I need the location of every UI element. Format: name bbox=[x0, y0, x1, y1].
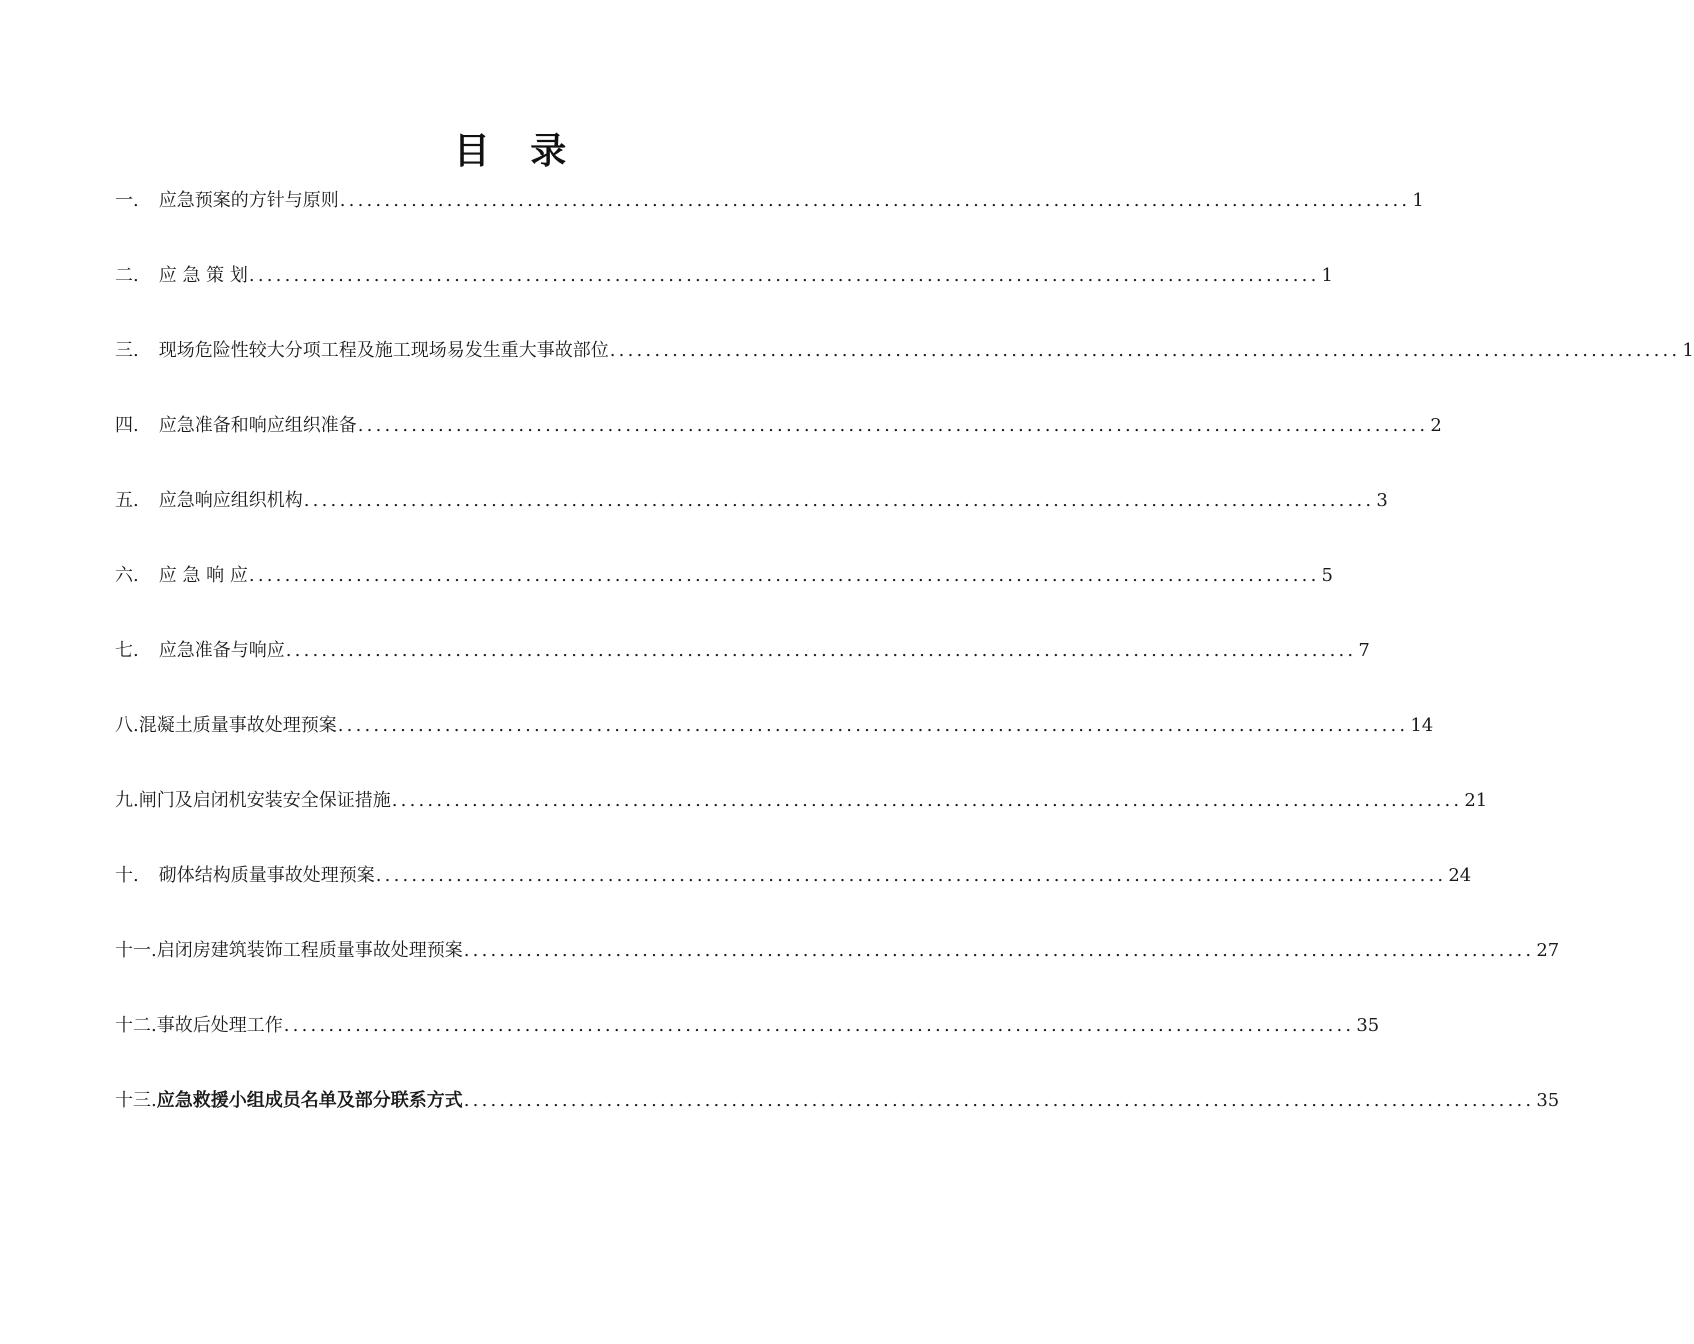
toc-entry-page: 24 bbox=[1448, 865, 1472, 886]
toc-entry bbox=[115, 1080, 1560, 1155]
toc-entry bbox=[115, 180, 1424, 255]
dot-leader: ........................................................................................................................ bbox=[339, 190, 1411, 211]
dot-leader: ........................................................................................................................ bbox=[283, 1015, 1355, 1036]
dot-leader: ........................................................................................................................ bbox=[337, 715, 1409, 736]
toc-entry-label: 应急预案的方针与原则 bbox=[158, 190, 339, 211]
toc-entry-page: 35 bbox=[1536, 1090, 1560, 1111]
dot-leader: ........................................................................................................................ bbox=[303, 490, 1375, 511]
toc-entry bbox=[115, 630, 1370, 705]
dot-leader: ........................................................................................................................ bbox=[463, 940, 1535, 961]
toc-entry-number: 十三. bbox=[115, 1090, 157, 1111]
toc-entry bbox=[115, 555, 1333, 630]
toc-entry-page: 21 bbox=[1464, 790, 1488, 811]
toc-entry-page: 27 bbox=[1536, 940, 1560, 961]
toc-entry bbox=[115, 705, 1434, 780]
toc-entry-label: 应 急 策 划 bbox=[158, 265, 248, 286]
dot-leader: ........................................................................................................................ bbox=[375, 865, 1447, 886]
toc-entry bbox=[115, 780, 1488, 855]
toc-entry-label: 闸门及启闭机安装安全保证措施 bbox=[138, 790, 391, 811]
toc-entry-page: 2 bbox=[1430, 415, 1442, 436]
toc-list bbox=[115, 180, 1694, 1155]
toc-entry-page: 3 bbox=[1376, 490, 1388, 511]
toc-entry-number: 一. bbox=[115, 190, 139, 211]
toc-entry bbox=[115, 255, 1333, 330]
dot-leader: ........................................................................................................................ bbox=[357, 415, 1429, 436]
toc-entry-label: 启闭房建筑装饰工程质量事故处理预案 bbox=[156, 940, 463, 961]
toc-entry bbox=[115, 930, 1560, 1005]
toc-entry-number: 二. bbox=[115, 265, 139, 286]
dot-leader: ........................................................................................................................ bbox=[463, 1090, 1535, 1111]
toc-entry-label: 应急准备与响应 bbox=[158, 640, 285, 661]
toc-entry-label: 应急准备和响应组织准备 bbox=[158, 415, 357, 436]
toc-entry-label: 应急救援小组成员名单及部分联系方式 bbox=[156, 1090, 463, 1111]
dot-leader: ........................................................................................................................ bbox=[248, 565, 1320, 586]
toc-entry bbox=[115, 330, 1694, 405]
dot-leader: ........................................................................................................................ bbox=[248, 265, 1320, 286]
toc-entry-number: 九. bbox=[115, 790, 139, 811]
toc-entry-number: 三. bbox=[115, 340, 139, 361]
toc-entry-number: 六. bbox=[115, 565, 139, 586]
toc-entry-label: 混凝土质量事故处理预案 bbox=[138, 715, 337, 736]
toc-entry-label: 应 急 响 应 bbox=[158, 565, 248, 586]
toc-entry-page: 1 bbox=[1321, 265, 1333, 286]
toc-entry-label: 现场危险性较大分项工程及施工现场易发生重大事故部位 bbox=[158, 340, 609, 361]
toc-entry-page: 7 bbox=[1358, 640, 1370, 661]
toc-entry-page: 35 bbox=[1356, 1015, 1380, 1036]
toc-entry-number: 七. bbox=[115, 640, 139, 661]
dot-leader: ........................................................................................................................ bbox=[609, 340, 1681, 361]
toc-entry-number: 五. bbox=[115, 490, 139, 511]
toc-entry-label: 应急响应组织机构 bbox=[158, 490, 303, 511]
toc-entry-number: 八. bbox=[115, 715, 139, 736]
toc-entry-page: 14 bbox=[1410, 715, 1434, 736]
toc-entry-number: 十二. bbox=[115, 1015, 157, 1036]
toc-entry-number: 十一. bbox=[115, 940, 157, 961]
toc-entry bbox=[115, 480, 1388, 555]
toc-entry-label: 事故后处理工作 bbox=[156, 1015, 283, 1036]
toc-entry bbox=[115, 1005, 1380, 1080]
toc-entry bbox=[115, 855, 1472, 930]
dot-leader: ........................................................................................................................ bbox=[285, 640, 1357, 661]
toc-entry-page: 1 bbox=[1682, 340, 1694, 361]
toc-entry-number: 四. bbox=[115, 415, 139, 436]
toc-entry-page: 5 bbox=[1321, 565, 1333, 586]
dot-leader: ........................................................................................................................ bbox=[391, 790, 1463, 811]
toc-entry-label: 砌体结构质量事故处理预案 bbox=[158, 865, 375, 886]
toc-entry bbox=[115, 405, 1442, 480]
toc-entry-page: 1 bbox=[1412, 190, 1424, 211]
toc-entry-number: 十. bbox=[115, 865, 139, 886]
toc-title: 目 录 bbox=[453, 131, 581, 172]
